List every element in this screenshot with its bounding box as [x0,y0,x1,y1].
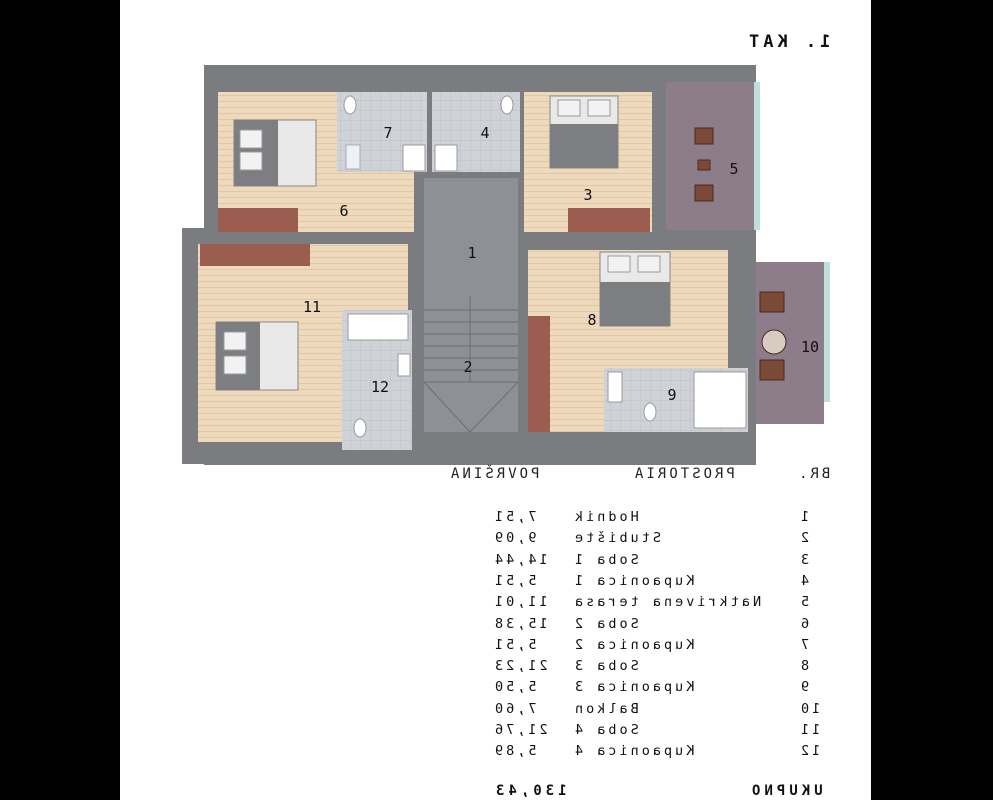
row-num-text: 1 [798,509,810,525]
row-room-text: Hodnik [572,509,639,525]
row-num [798,701,820,717]
row-num-text: 12 [798,743,821,759]
row-area [492,616,548,632]
room-7-sink [403,145,425,171]
row-num-text: 9 [798,679,810,695]
bed-room-3 [550,96,618,168]
row-area-text: 21,23 [492,658,548,674]
row-num-text: 4 [798,573,810,589]
room-5-floor [666,82,754,230]
room-1-floor [424,178,518,296]
row-room [572,530,661,546]
header-area [448,466,539,482]
row-area-text: 5,51 [492,637,537,653]
row-num [798,509,809,525]
row-room-text: Soba 4 [572,722,639,738]
plan-label-7: 7 [383,124,393,142]
row-room [572,509,639,525]
header-room-text: PROSTORIA [632,466,735,482]
room-8-wardrobe [528,316,550,432]
row-num [798,573,809,589]
plan-label-4: 4 [480,124,490,142]
bed-room-6 [234,120,316,186]
room-7-cabinet [346,145,360,169]
total-label-text: UKUPNO [748,783,823,799]
row-num-text: 7 [798,637,810,653]
row-room-text: Stubište [572,530,662,546]
row-num [798,637,809,653]
row-area-text: 15,38 [492,616,548,632]
room-4-sink [435,145,457,171]
room-11-wardrobe [200,244,310,266]
room-9-tub [694,372,746,428]
header-room [632,466,735,482]
sheet-title [745,32,830,52]
floor-plan-sheet [120,0,871,800]
header-num-text: BR. [796,466,831,482]
room-12-sink [398,354,410,376]
room-9-toilet [644,403,656,421]
row-room [572,594,761,610]
row-area [492,679,537,695]
balcony-10-furniture [760,292,786,380]
row-room [572,722,639,738]
row-area-text: 7,51 [492,509,537,525]
row-area-text: 9,09 [492,530,537,546]
row-room-text: Soba 3 [572,658,639,674]
row-num-text: 2 [798,530,810,546]
balcony-10-glass [824,262,830,402]
floor-plan [120,0,871,470]
plan-label-10: 10 [800,338,820,356]
row-area [492,701,537,717]
row-room [572,573,694,589]
row-num-text: 3 [798,552,810,568]
row-area-text: 11,01 [492,594,548,610]
row-area [492,530,537,546]
room-12-tub [348,314,408,340]
row-room [572,616,639,632]
plan-label-11: 11 [302,298,322,316]
plan-label-5: 5 [729,160,739,178]
header-num [796,466,830,482]
room-12-toilet [354,419,366,437]
row-room-text: Kupaonica 4 [572,743,695,759]
row-room-text: Kupaonica 1 [572,573,695,589]
row-room-text: Natkrivena terasa [572,594,762,610]
row-num-text: 8 [798,658,810,674]
plan-label-1: 1 [467,244,477,262]
row-area [492,743,537,759]
terrace-5-glass [754,82,760,230]
row-area [492,722,548,738]
row-area-text: 5,51 [492,573,537,589]
row-num [798,743,820,759]
plan-label-2: 2 [463,358,473,376]
row-num [798,722,820,738]
row-area [492,637,537,653]
row-num-text: 6 [798,616,810,632]
row-area [492,658,548,674]
row-room [572,552,639,568]
row-room-text: Soba 2 [572,616,639,632]
row-room-text: Kupaonica 3 [572,679,695,695]
plan-label-9: 9 [667,386,677,404]
row-num [798,616,809,632]
row-area [492,552,548,568]
room-9-shower [608,372,622,402]
row-num-text: 5 [798,594,810,610]
row-room-text: Kupaonica 2 [572,637,695,653]
bed-room-11 [216,322,298,390]
room-7-toilet [344,96,356,114]
row-room [572,701,639,717]
row-area [492,594,548,610]
total-value [492,783,567,799]
row-area-text: 14,44 [492,552,548,568]
plan-label-3: 3 [583,186,593,204]
room-3-wardrobe [568,208,650,232]
header-area-text: POVRŠINA [448,466,540,482]
row-room [572,658,639,674]
row-num-text: 11 [798,722,821,738]
row-area-text: 5,50 [492,679,537,695]
row-num [798,552,809,568]
plan-label-8: 8 [587,311,597,329]
plan-label-12: 12 [370,378,390,396]
row-area-text: 21,76 [492,722,548,738]
row-room-text: Balkon [572,701,639,717]
bed-room-8 [600,252,670,326]
row-area [492,573,537,589]
row-num [798,679,809,695]
total-label [748,783,823,799]
row-room [572,637,694,653]
room-4-toilet [501,96,513,114]
plan-label-6: 6 [339,202,349,220]
row-num [798,530,809,546]
row-num [798,594,809,610]
terrace-5-chairs [695,128,713,201]
row-room [572,679,694,695]
row-area-text: 5,89 [492,743,537,759]
row-room-text: Soba 1 [572,552,639,568]
row-room [572,743,694,759]
row-area-text: 7,60 [492,701,537,717]
total-value-text: 130,43 [492,783,567,799]
room-6-wardrobe [218,208,298,232]
sheet-title-text: 1. KAT [745,32,831,52]
row-area [492,509,537,525]
row-num [798,658,809,674]
row-num-text: 10 [798,701,821,717]
